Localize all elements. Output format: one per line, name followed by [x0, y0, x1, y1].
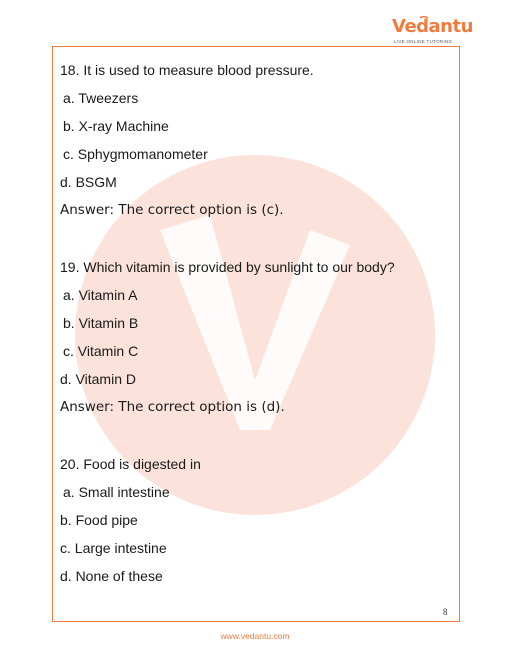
q18-answer: Answer: The correct option is (c). — [60, 202, 284, 218]
logo-tagline: LIVE ONLINE TUTORING — [394, 39, 453, 44]
question-20: 20. Food is digested in — [60, 456, 201, 472]
q18-option-a: a. Tweezers — [63, 90, 139, 106]
q19-option-c: c. Vitamin C — [63, 343, 139, 359]
q19-option-d: d. Vitamin D — [60, 371, 136, 387]
logo-wordmark: Vedantu — [392, 16, 473, 37]
page-number: 8 — [443, 607, 448, 617]
q19-option-b: b. Vitamin B — [63, 315, 139, 331]
q20-option-c: c. Large intestine — [60, 540, 167, 556]
q19-answer: Answer: The correct option is (d). — [60, 399, 285, 415]
q18-option-b: b. X-ray Machine — [63, 118, 169, 134]
q19-option-a: a. Vitamin A — [63, 287, 138, 303]
q20-option-a: a. Small intestine — [63, 484, 170, 500]
q18-option-d: d. BSGM — [60, 174, 117, 190]
question-18: 18. It is used to measure blood pressure. — [60, 62, 314, 78]
q20-option-d: d. None of these — [60, 568, 163, 584]
footer-url-link[interactable]: www.vedantu.com — [220, 631, 290, 641]
question-19: 19. Which vitamin is provided by sunlight to our body? — [60, 259, 395, 275]
q20-option-b: b. Food pipe — [60, 512, 138, 528]
q18-option-c: c. Sphygmomanometer — [63, 146, 208, 162]
